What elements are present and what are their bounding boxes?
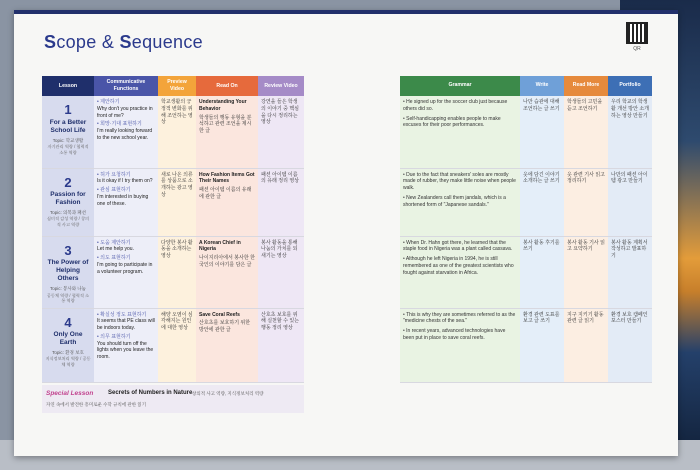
qr-code-icon[interactable] <box>626 22 648 44</box>
function-tag: • 도움 제안하기 <box>97 239 131 246</box>
lesson-competency: 자기관리 역량 / 협력적 소통 역량 <box>47 143 89 155</box>
lesson-title: Only One Earth <box>53 331 83 347</box>
lesson-competency: 공동체 역량 / 협력적 소통 역량 <box>46 292 90 304</box>
lesson-cell <box>42 236 94 308</box>
left-table <box>42 76 304 383</box>
review-video-cell: 산호초 보호를 위해 실천할 수 있는 행동 정리 영상 <box>258 308 304 382</box>
read-on-cell <box>196 308 258 382</box>
portfolio-cell: 봉사 활동 계획서 작성하고 발표하기 <box>608 236 652 308</box>
grammar-point: • He signed up for the soccer club just because others did so. <box>403 99 517 113</box>
function-example: I'm really looking forward to the new school year. <box>97 128 153 141</box>
grammar-point: • This is why they are sometimes referred to as the "medicine chests of the sea." <box>403 312 517 326</box>
function-example: I'm interested in buying one of these. <box>97 193 149 207</box>
preview-video-cell: 해양 오염이 심각해지는 원인에 대한 영상 <box>158 308 196 382</box>
preview-video-cell: 다양한 봉사 활동을 소개하는 영상 <box>158 236 196 308</box>
special-lesson-desc: 자연 속에서 발견한 흥미로운 수학 규칙에 관한 읽기 <box>46 402 147 407</box>
review-video-cell: 봉사 활동을 통해 나눔의 가치를 되새기는 영상 <box>258 236 304 308</box>
portfolio-cell: 우리 학교의 학생활 개선 방안 소개하는 영상 만들기 <box>608 96 652 168</box>
grammar-row <box>400 236 652 308</box>
preview-video-cell: 학교생활의 긍정적 변화를 위해 조언하는 영상 <box>158 96 196 168</box>
function-tag: • 허가 요청하기 <box>97 171 131 178</box>
portfolio-cell: 나만의 패션 아이템 광고 만들기 <box>608 168 652 236</box>
qr-label: QR <box>633 46 641 52</box>
function-tag: • 관심 표현하기 <box>97 187 131 194</box>
special-lesson-title: Secrets of Numbers in Nature <box>108 390 193 396</box>
read-on-cell <box>196 168 258 236</box>
communicative-cell <box>94 168 158 236</box>
grammar-point: • Although he left Nigeria in 1994, he is still remembered as one of the greatest scientists who fought against starvation in Africa. <box>403 256 517 276</box>
lesson-cell <box>42 96 94 168</box>
reading-desc: 학생들의 행동 유형을 분석하고 관련 조언을 제시한 글 <box>199 114 252 135</box>
right-table <box>400 76 652 383</box>
lesson-topic: Topic: 봉사와 나눔 <box>50 286 86 292</box>
function-example: Is it okay if I try them on? <box>97 178 153 185</box>
left-header-row <box>42 76 304 96</box>
reading-title: How Fashion Items Got Their Names <box>199 171 255 185</box>
reading-title: Understanding Your Behavior <box>199 99 247 112</box>
lesson-title: The Power of Helping Others <box>47 259 89 283</box>
grammar-point: • Self-handicapping enables people to make excuses for their poor performances. <box>403 116 517 130</box>
function-tag: • 의무 표현하기 <box>97 333 131 340</box>
lesson-competency: 지식정보처리 역량 / 공동체 역량 <box>45 356 91 368</box>
header-preview-video: Preview Video <box>158 76 196 96</box>
lesson-row <box>42 96 304 168</box>
lesson-number: 1 <box>64 102 72 118</box>
function-example: You should turn off the lights when you leave the room. <box>97 340 154 361</box>
read-more-cell: 학생들의 고민을 듣고 조언하기 <box>564 96 608 168</box>
read-more-cell: 봉사 활동 기사 읽고 요약하기 <box>564 236 608 308</box>
header-portfolio: Portfolio <box>608 76 652 96</box>
function-example: It seems that PE class will be indoors today. <box>97 318 155 332</box>
grammar-point: • In recent years, advanced technologies have been put in place to save coral reefs. <box>403 328 517 342</box>
special-lesson-tag: Special Lesson <box>46 390 94 397</box>
function-tag: • 희망·기대 표현하기 <box>97 121 142 128</box>
grammar-row <box>400 168 652 236</box>
reading-title: A Korean Chief in Nigeria <box>199 239 241 253</box>
grammar-cell <box>400 96 520 168</box>
header-read-more: Read More <box>564 76 608 96</box>
right-header-row <box>400 76 652 96</box>
lesson-row <box>42 168 304 236</box>
lesson-cell <box>42 168 94 236</box>
reading-title: Save Coral Reefs <box>199 311 240 318</box>
reading-desc: 나이지리아에서 봉사한 한국인의 이야기를 담은 글 <box>199 255 255 268</box>
lesson-title: For a Better School Life <box>49 118 87 134</box>
lesson-cell <box>42 308 94 382</box>
grammar-cell <box>400 308 520 382</box>
top-accent-bar <box>14 10 678 14</box>
lesson-topic: Topic: 환경 보호 <box>52 350 84 356</box>
lesson-topic: Topic: 의복과 패션 <box>50 210 86 216</box>
write-cell: 봉사 활동 후기를 쓰기 <box>520 236 564 308</box>
grammar-point: • New Zealanders call them jandals, which is a shortened form of "Japanese sandals." <box>403 195 517 209</box>
special-lesson <box>42 385 304 413</box>
lesson-row <box>42 308 304 382</box>
page-title: Scope & Sequence <box>44 32 203 52</box>
lesson-row <box>42 236 304 308</box>
grammar-row <box>400 96 652 168</box>
communicative-cell <box>94 96 158 168</box>
header-grammar: Grammar <box>400 76 520 96</box>
grammar-point: • When Dr. Hahn got there, he learned that the staple food in Nigeria was a plant called cassava. <box>403 240 517 254</box>
header-communicative-functions: Communicative Functions <box>94 76 158 96</box>
lesson-number: 2 <box>64 174 72 190</box>
communicative-cell <box>94 236 158 308</box>
function-example: Let me help you. <box>97 246 134 253</box>
lesson-topic: Topic: 학교생활 <box>52 137 84 143</box>
grammar-cell <box>400 168 520 236</box>
review-video-cell: 강연을 들은 학생의 이야기 중 핵심을 다시 정리하는 영상 <box>258 96 304 168</box>
write-cell: 환경 관련 도표를 보고 글 쓰기 <box>520 308 564 382</box>
lesson-number: 4 <box>64 314 72 330</box>
header-review-video: Review Video <box>258 76 304 96</box>
function-tag: • 제안하기 <box>97 99 120 106</box>
write-cell: 옷에 담긴 이야기 소개하는 글 쓰기 <box>520 168 564 236</box>
lesson-title: Passion for Fashion <box>50 191 86 207</box>
preview-video-cell: 새로 나온 의류를 상품으로 소개하는 광고 영상 <box>158 168 196 236</box>
grammar-point: • Due to the fact that sneakers' soles are mostly made of rubber, they make little noise when people walk. <box>403 172 517 192</box>
read-more-cell: 지구 지키기 활동 관련 글 읽기 <box>564 308 608 382</box>
communicative-cell <box>94 308 158 382</box>
read-on-cell <box>196 96 258 168</box>
lesson-competency: 심미적 감성 역량 / 창의적 사고 역량 <box>46 216 90 228</box>
portfolio-cell: 환경 보호 캠페인 포스터 만들기 <box>608 308 652 382</box>
reading-desc: 산호초를 보호하기 위한 방안에 관한 글 <box>199 320 251 334</box>
read-on-cell <box>196 236 258 308</box>
header-read-on: Read On <box>196 76 258 96</box>
reading-desc: 패션 아이템 이름의 유래에 관한 글 <box>199 187 252 200</box>
header-lesson: Lesson <box>42 76 94 96</box>
function-example: Why don't you practice in front of me? <box>97 105 153 119</box>
function-tag: • 의도 표현하기 <box>97 255 131 262</box>
scope-sequence-page <box>14 10 678 456</box>
function-example: I'm going to participate in a volunteer program. <box>97 261 153 275</box>
header-write: Write <box>520 76 564 96</box>
read-more-cell: 옷 관련 기사 읽고 정리하기 <box>564 168 608 236</box>
function-tag: • 확실성 정도 표현하기 <box>97 311 147 318</box>
lesson-number: 3 <box>64 242 72 258</box>
grammar-cell <box>400 236 520 308</box>
write-cell: 나만 습관에 대해 조언하는 글 쓰기 <box>520 96 564 168</box>
review-video-cell: 패션 아이템 이름의 유래 정리 영상 <box>258 168 304 236</box>
special-lesson-competency: 창의적 사고 역량, 지식정보처리 역량 <box>192 391 264 396</box>
grammar-row <box>400 308 652 382</box>
